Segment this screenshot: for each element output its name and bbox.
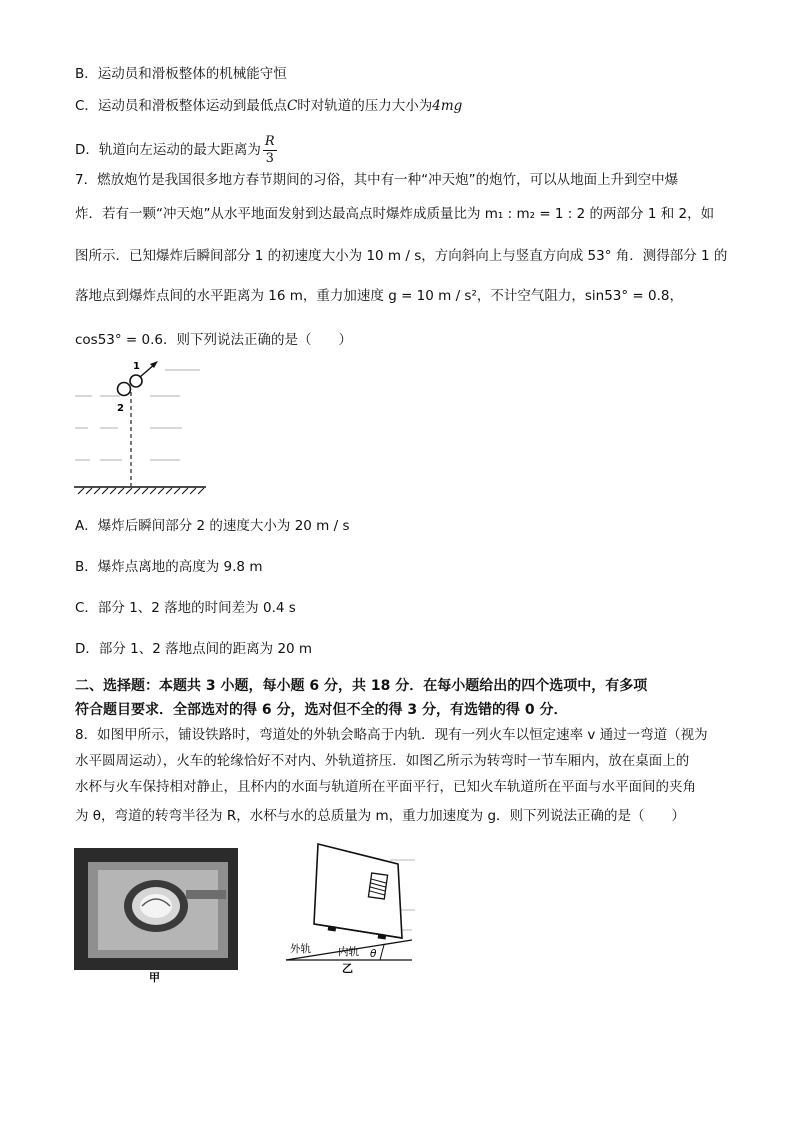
q8-line-4: 为 θ，弯道的转弯半径为 R，水杯与水的总质量为 m，重力加速度为 g．则下列说法正确的是（ ） (75, 808, 686, 824)
q6-option-c (75, 96, 462, 116)
q8-line-1: 8．如图甲所示，铺设铁路时，弯道处的外轨会略高于内轨．现有一列火车以恒定速率 v 通过一弯道（视为 (75, 727, 708, 743)
figure-b-label: 乙 (342, 962, 353, 975)
q7-option-d: D．部分 1、2 落地点间的距离为 20 m (75, 641, 313, 657)
q8-line-3: 水杯与火车保持相对静止，且杯内的水面与轨道所在平面平行，已知火车轨道所在平面与水平面间的夹角 (75, 779, 696, 795)
angle-theta-label: θ (370, 948, 377, 960)
q8-figure-b-diagram (280, 840, 420, 976)
section-2-header-line-1: 二、选择题：本题共 3 小题，每小题 6 分，共 18 分．在每小题给出的四个选项中，有多项 (75, 678, 648, 694)
inner-rail-label: 内轨 (338, 946, 359, 958)
q6-option-c-pre: C．运动员和滑板整体运动到最低点 (75, 98, 287, 114)
q7-line-4: 落地点到爆炸点间的水平距离为 16 m，重力加速度 g = 10 m / s²，不计空气阻力，sin53° = 0.8， (75, 288, 683, 304)
q7-line-5: cos53° = 0.6．则下列说法正确的是（ ） (75, 332, 353, 348)
fraction-numerator: R (264, 133, 275, 149)
outer-rail-label: 外轨 (290, 943, 311, 955)
q7-option-c: C．部分 1、2 落地的时间差为 0.4 s (75, 600, 296, 616)
ground-hatching (78, 488, 204, 494)
q8-figure-a-photo (74, 848, 244, 984)
carriage-box (314, 844, 402, 938)
label-part-1: 1 (133, 361, 140, 372)
q7-option-b: B．爆炸点离地的高度为 9.8 m (75, 559, 263, 575)
q6-option-c-post: 时对轨道的压力大小为 (297, 98, 433, 114)
q6-option-c-value: 4mg (432, 98, 463, 114)
angle-arc (380, 945, 384, 960)
q7-line-1: 7．燃放炮竹是我国很多地方春节期间的习俗，其中有一种“冲天炮”的炮竹，可以从地面上升到空中爆 (75, 172, 679, 188)
q6-option-d-fraction (263, 134, 277, 167)
section-2-header-line-2: 符合题目要求．全部选对的得 6 分，选对但不全的得 3 分，有选错的得 0 分． (75, 702, 568, 718)
figure-a-label: 甲 (149, 971, 160, 984)
q6-option-b: B．运动员和滑板整体的机械能守恒 (75, 66, 287, 82)
fraction-denominator: 3 (265, 150, 274, 166)
faint-bleedthrough-marks (75, 370, 200, 460)
q7-option-a: A．爆炸后瞬间部分 2 的速度大小为 20 m / s (75, 518, 350, 534)
q7-firecracker-figure (70, 358, 210, 498)
part-2-ball (118, 383, 131, 396)
q6-option-d (75, 132, 277, 168)
q7-line-2: 炸．若有一颗“冲天炮”从水平地面发射到达最高点时爆炸成质量比为 m₁ : m₂ = 1 : 2 的两部分 1 和 2，如 (75, 206, 715, 222)
q8-line-2: 水平圆周运动），火车的轮缘恰好不对内、外轨道挤压．如图乙所示为转弯时一节车厢内，放在桌面上的 (75, 753, 690, 769)
q6-option-d-pre: D．轨道向左运动的最大距离为 (75, 142, 261, 158)
label-part-2: 2 (117, 403, 124, 414)
q7-line-3: 图所示．已知爆炸后瞬间部分 1 的初速度大小为 10 m / s，方向斜向上与竖直方向成 53° 角．测得部分 1 的 (75, 248, 728, 264)
q6-option-c-point: C (286, 98, 298, 114)
